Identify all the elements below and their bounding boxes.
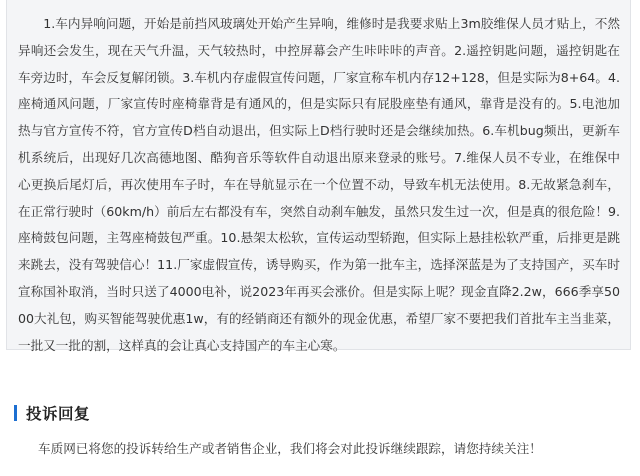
reply-section-header [14, 404, 90, 422]
reply-text: 车质网已将您的投诉转给生产或者销售企业，我们将会对此投诉继续跟踪，请您持续关注！ [38, 441, 542, 456]
complaint-content-box [6, 0, 631, 353]
reply-section-title: 投诉回复 [26, 405, 91, 423]
complaint-text: 1.车内异响问题，开始是前挡风玻璃处开始产生异响，维修时是我要求贴上3m胶维保人员才贴上，不然异响还会发生，现在天气升温，天气较热时，中控屏幕会产生咔咔咔的声音。2.遥控钥匙问题，遥控钥匙在车旁边时，车会反复解闭锁。3.车机内存虚假宣传问题，厂家宣称车机内存12+128，但是实际为8+64。4.座椅通风问题，厂家宣传时座椅靠背是有通风的，但是实际只有屁股座垫有通风，靠背是没有的。5.电池加热与官方宣传不符，官方宣传D档自动退出，但实际上D档行驶时还是会继续加热。6.车机bug频出，更新车机系统后，出现好几次高德地图、酷狗音乐等软件自动退出原来登录的账号。7.维保人员不专业，在维保中心更换后尾灯后，再次使用车子时，车在导航显示在一个位置不动，导致车机无法使用。8.无故紧急刹车，在正常行驶时（60km/h）前后左右都没有车，突然自动刹车触发，虽然只发生过一次，但是真的很危险！9.座椅鼓包问题，主驾座椅鼓包严重。10.悬架太松软，宣传运动型轿跑，但实际上悬挂松软严重，后排更是跳来跳去，没有驾驶信心！11.厂家虚假宣传，诱导购买，作为第一批车主，选择深蓝是为了支持国产，买车时宣称国补取消，当时只送了4000电补，说2023年再买会涨价。但是实际上呢？现金直降2.2w，666季享5000大礼包，购买智能驾驶优惠1w，有的经销商还有额外的现金优惠，希望厂家不要把我们首批车主当韭菜，一批又一批的割，这样真的会让真心支持国产的车主心寒。 [18, 16, 620, 353]
section-accent-bar [14, 405, 17, 421]
